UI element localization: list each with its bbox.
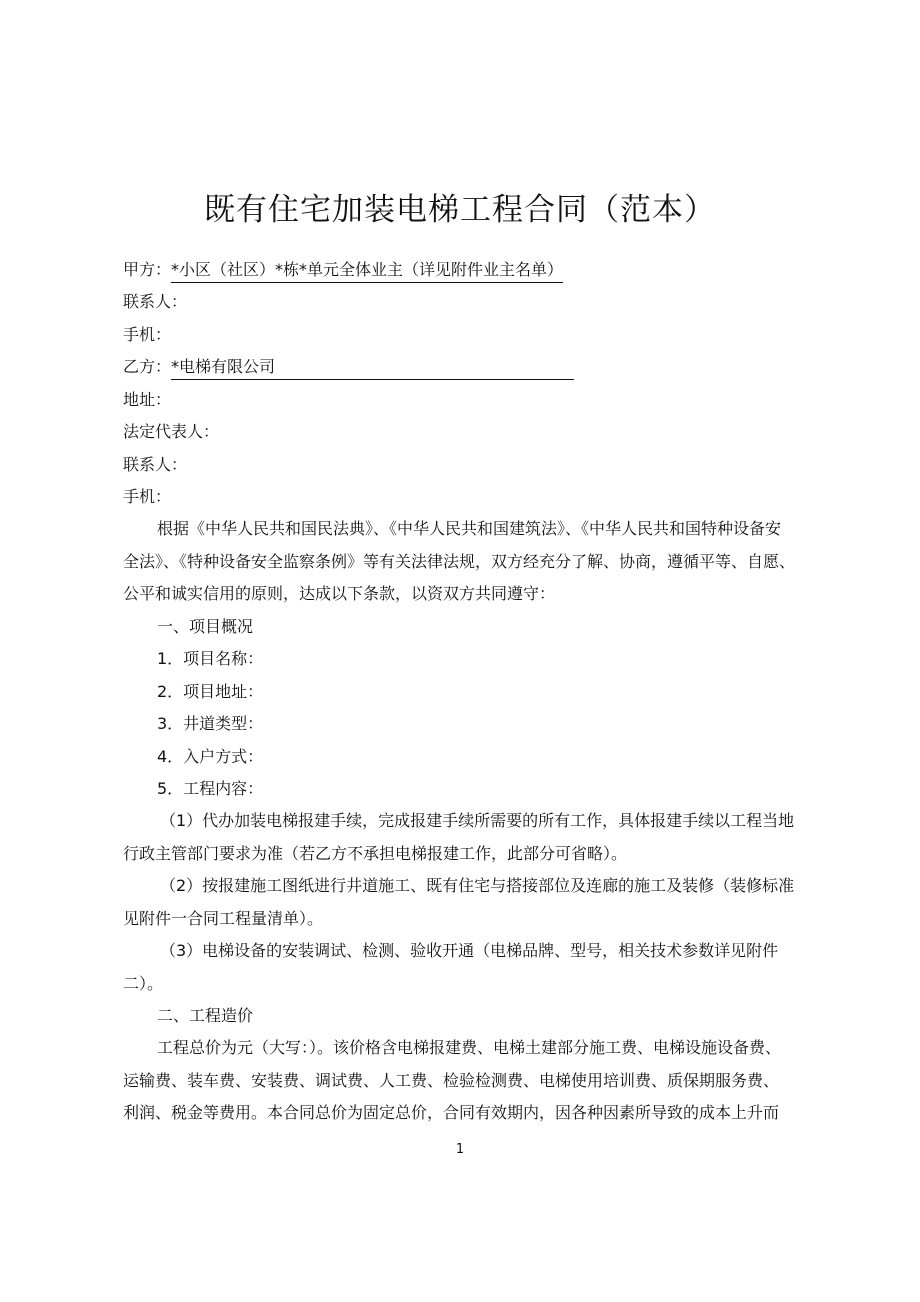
party-b-phone: 手机：	[123, 487, 172, 506]
page-number: 1	[455, 1142, 465, 1157]
document-title: 既有住宅加装电梯工程合同（范本）	[204, 192, 716, 228]
clause-3-line-1: （3）电梯设备的安装调试、检测、验收开通（电梯品牌、型号，相关技术参数详见附件	[160, 941, 779, 960]
party-b-value: *电梯有限公司	[171, 356, 574, 380]
section-2-line-1: 工程总价为元（大写：）。该价格含电梯报建费、电梯土建部分施工费、电梯设施设备费、	[157, 1038, 782, 1057]
section-1-item-3: 3．井道类型：	[157, 714, 264, 733]
party-a-line	[123, 259, 563, 283]
party-b-label: 乙方：	[123, 357, 172, 376]
section-2-line-2: 运输费、装车费、安装费、调试费、人工费、检验检测费、电梯使用培训费、质保期服务费、	[123, 1071, 780, 1090]
section-1-item-1: 1．项目名称：	[157, 649, 264, 668]
intro-line-2: 全法》、《特种设备安全监察条例》等有关法律法规，双方经充分了解、协商，遵循平等、自愿、	[123, 552, 796, 571]
party-a-value: *小区（社区）*栋*单元全体业主（详见附件业主名单）	[171, 259, 563, 283]
party-a-phone: 手机：	[123, 325, 172, 344]
clause-1-line-1: （1）代办加装电梯报建手续，完成报建手续所需要的所有工作，具体报建手续以工程当地	[160, 811, 795, 830]
party-b-legal-rep: 法定代表人：	[123, 422, 220, 441]
section-1-item-4: 4．入户方式：	[157, 747, 264, 766]
section-2-heading: 二、工程造价	[157, 1006, 254, 1025]
party-a-contact: 联系人：	[123, 292, 188, 311]
section-1-heading: 一、项目概况	[157, 617, 254, 636]
party-b-contact: 联系人：	[123, 455, 188, 474]
section-1-item-2: 2．项目地址：	[157, 682, 264, 701]
clause-1-line-2: 行政主管部门要求为准（若乙方不承担电梯报建工作，此部分可省略）。	[123, 844, 628, 863]
clause-2-line-1: （2）按报建施工图纸进行井道施工、既有住宅与搭接部位及连廊的施工及装修（装修标准	[160, 876, 795, 895]
section-2-line-3: 利润、税金等费用。本合同总价为固定总价，合同有效期内，因各种因素所导致的成本上升而	[123, 1103, 780, 1122]
intro-line-3: 公平和诚实信用的原则，达成以下条款，以资双方共同遵守：	[123, 584, 556, 603]
intro-line-1: 根据《中华人民共和国民法典》、《中华人民共和国建筑法》、《中华人民共和国特种设备安	[157, 519, 782, 538]
clause-2-line-2: 见附件一合同工程量清单）。	[123, 909, 324, 928]
party-a-label: 甲方：	[123, 260, 172, 279]
party-b-address: 地址：	[123, 390, 172, 409]
section-1-item-5: 5．工程内容：	[157, 779, 264, 798]
party-b-line	[123, 356, 574, 380]
clause-3-line-2: 二）。	[123, 974, 164, 993]
